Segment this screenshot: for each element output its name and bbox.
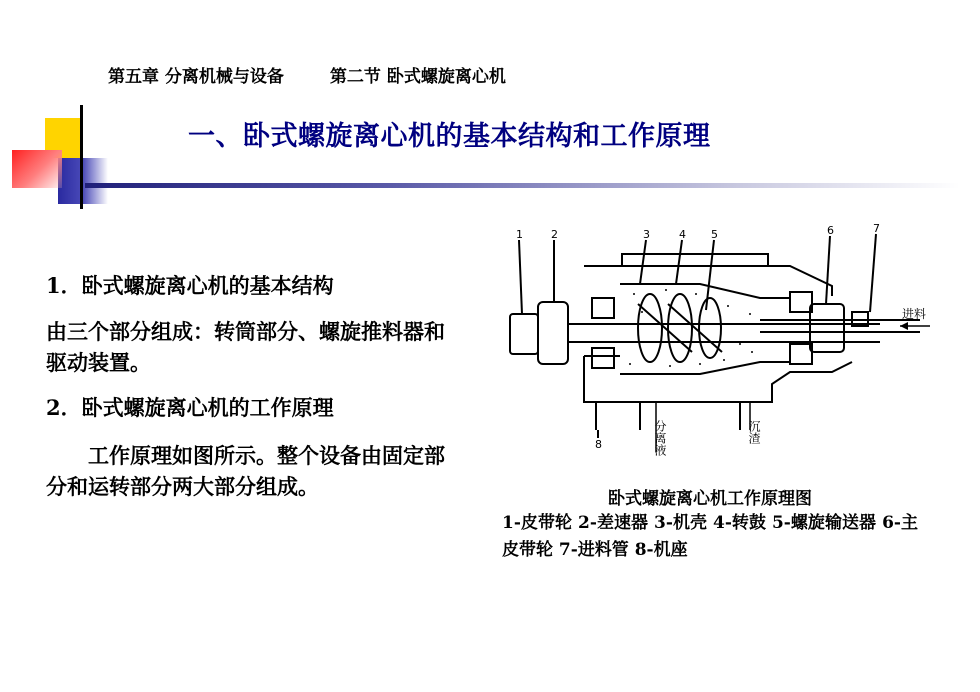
part-label-7: 7 (873, 224, 880, 235)
structure-paragraph: 由三个部分组成：转筒部分、螺旋推料器和驱动装置。 (46, 319, 445, 375)
section-heading-principle: 2．卧式螺旋离心机的工作原理 (46, 395, 334, 420)
figure-caption-title: 卧式螺旋离心机工作原理图 (608, 489, 812, 509)
chapter-label: 第五章 分离机械与设备 (108, 67, 284, 87)
centrifuge-diagram (500, 224, 940, 476)
part-label-8: 8 (595, 438, 602, 451)
figure-caption-legend: 1-皮带轮 2-差速器 3-机壳 4-转鼓 5-螺旋输送器 6-主皮带轮 7-进料管 8-机座 (502, 513, 918, 560)
part-label-1: 1 (516, 228, 523, 241)
separated-liquid-label: 分离液 (653, 420, 667, 456)
part-label-5: 5 (711, 228, 718, 241)
deco-vertical-line (80, 105, 83, 209)
title-divider (85, 183, 960, 188)
slide-title: 一、卧式螺旋离心机的基本结构和工作原理 (188, 121, 711, 152)
part-label-3: 3 (643, 228, 650, 241)
sediment-label: 沉渣 (747, 420, 761, 444)
part-label-6: 6 (827, 224, 834, 237)
part-label-2: 2 (551, 228, 558, 241)
section-heading-structure: 1．卧式螺旋离心机的基本结构 (46, 273, 334, 298)
chapter-header (108, 62, 506, 87)
section-label: 第二节 卧式螺旋离心机 (329, 67, 506, 87)
deco-red-square (12, 150, 62, 188)
principle-paragraph: 工作原理如图所示。整个设备由固定部分和运转部分两大部分组成。 (46, 443, 445, 499)
inlet-label: 进料 (902, 307, 927, 321)
deco-blue-square (58, 158, 108, 204)
corner-decoration (0, 100, 140, 210)
part-label-4: 4 (679, 228, 686, 241)
